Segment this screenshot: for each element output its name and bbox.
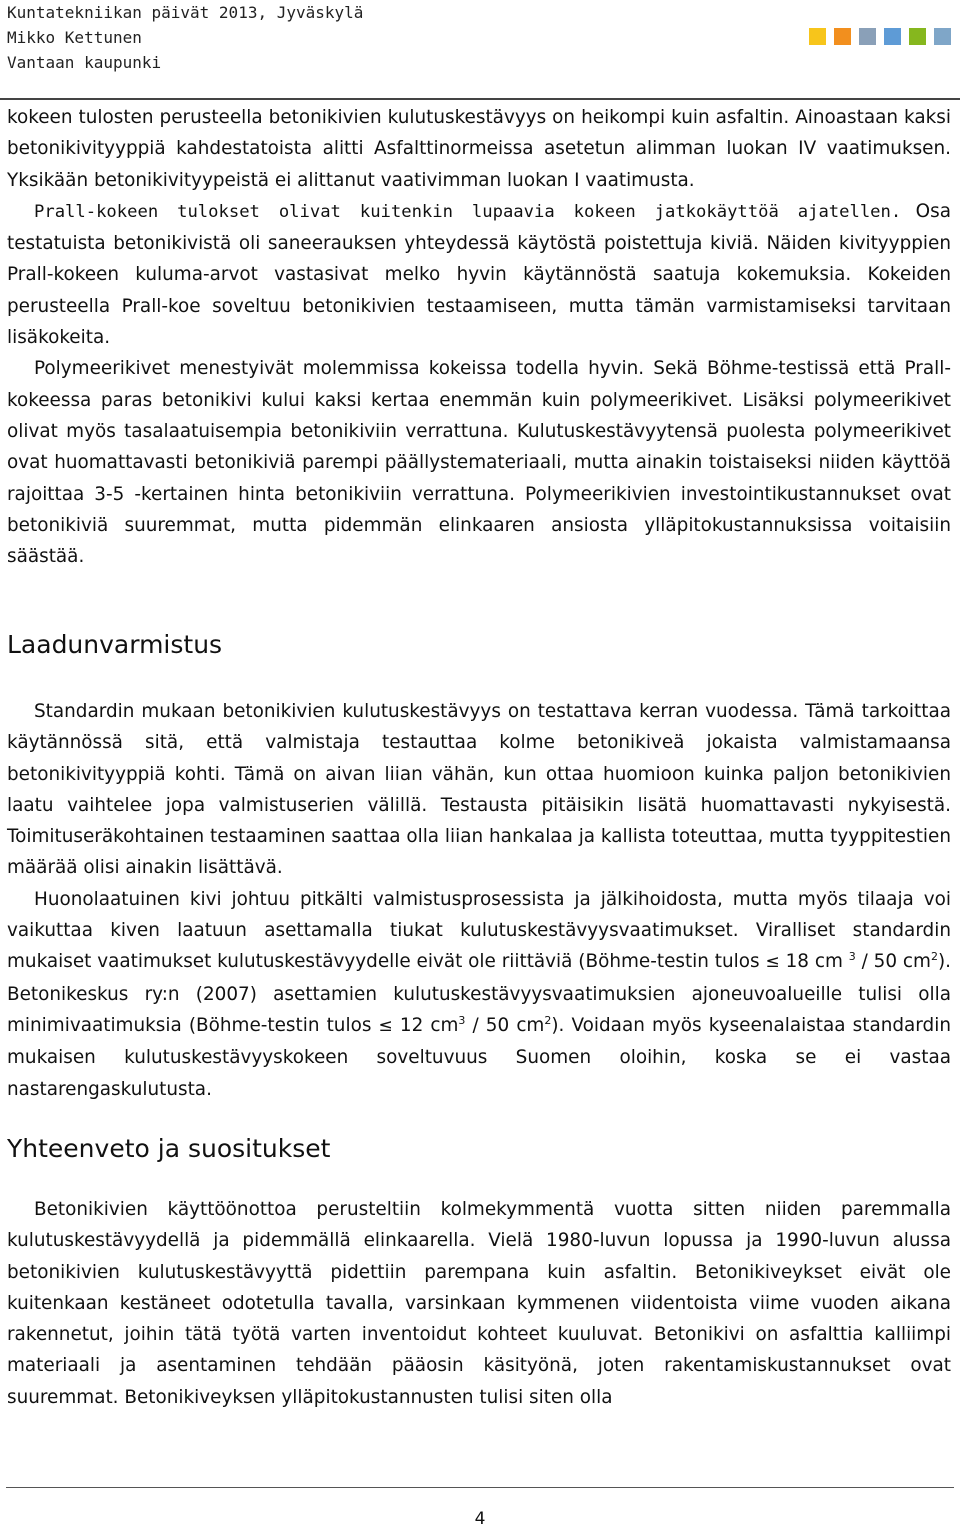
text-run: ). Voidaan myös kyseenalaistaa standardin mukaisen kulutuskestävyyskokeen soveltuvuus Suomen oloihin, koska se ei vastaa nastarengaskulutusta. [7, 1014, 951, 1100]
logo-square-6 [934, 28, 951, 45]
footer-divider [6, 1487, 954, 1488]
section-heading: Laadunvarmistus [7, 630, 223, 659]
logo-square-2 [834, 28, 851, 45]
less-equal-symbol: ≤ [765, 952, 780, 973]
text-run: / 50 cm [465, 1014, 545, 1036]
logo-square-5 [909, 28, 926, 45]
logo-square-1 [809, 28, 826, 45]
section-summary [7, 1194, 951, 1413]
section-heading: Yhteenveto ja suositukset [7, 1134, 331, 1163]
paragraph: Betonikivien käyttöönottoa perusteltiin kolmekymmentä vuotta sitten niiden paremmalla kulutuskestävyydellä ja pidemmällä elinkaarella. Vielä 1980-luvun lopussa ja 1990-luvun alussa betonikivien kulutuskestävyyttä pidettiin parempana kuin asfaltin. Betonikiveykset eivät ole kuitenkaan kestäneet odotetulla tavalla, varsinkaan kymmenen viidentoista viime vuoden aikana rakennetut, joihin tätä työtä varten inventoidut kohteet kuuluvat. Betonikivi on asfalttia kalliimpi materiaali ja asentaminen tehdään pääosin käsityönä, joten rakentamiskustannukset ovat suuremmat. Betonikiveyksen ylläpitokustannusten tulisi siten olla [7, 1199, 951, 1408]
page-number: 4 [474, 1509, 486, 1529]
logo-square-4 [884, 28, 901, 45]
text-run: 12 cm [392, 1014, 459, 1036]
less-equal-symbol: ≤ [378, 1015, 393, 1036]
header-divider [0, 98, 960, 100]
paragraph-lead: Prall-kokeen tulokset olivat kuitenkin lupaavia kokeen jatkokäyttöä ajatellen. [34, 201, 902, 222]
logo-squares [801, 28, 951, 45]
superscript: 3 [458, 1013, 466, 1027]
text-run: ). Betonikeskus ry:n (2007) asettamien kulutuskestävyysvaatimuksien ajoneuvoalueille tulisi olla minimivaatimuksia (Böhme-testin tulos [7, 951, 951, 1036]
text-run: Huonolaatuinen kivi johtuu pitkälti valmistusprosessista ja jälkihoidosta, mutta myös tilaaja voi vaikuttaa kiven laatuun asettamalla tiukat kulutuskestävyysvaatimukset. Viralliset standardin mukaiset vaatimukset kulutuskestävyydelle eivät ole riittäviä (Böhme-testin tulos [7, 888, 951, 973]
text-run: / 50 cm [855, 951, 931, 973]
logo-square-3 [859, 28, 876, 45]
section-results [7, 102, 951, 572]
superscript: 2 [930, 950, 938, 964]
paragraph-rest: Osa testatuista betonikivistä oli saneerauksen yhteydessä käytöstä poistettuja kiviä. Näiden kivityyppien Prall-kokeen kuluma-arvot vastasivat melko hyvin käytännöstä saatuja kokemuksia. Kokeiden perusteella Prall-koe soveltuu betonikivien testaamiseen, mutta tämän varmistamiseksi tarvitaan lisäkokeita. [7, 200, 951, 349]
superscript: 3 [848, 950, 856, 964]
superscript: 2 [544, 1013, 552, 1027]
author-name: Mikko Kettunen [7, 28, 142, 47]
paragraph: kokeen tulosten perusteella betonikivien kulutuskestävyys on heikompi kuin asfaltin. Ainoastaan kaksi betonikivityyppiä kahdestatoista alitti Asfalttinormeissa asetetun alimman luokan IV vaatimuksen. Yksikään betonikivityypeistä ei alittanut vaativimman luokan I vaatimusta. [7, 107, 951, 191]
paragraph [7, 884, 951, 1105]
paragraph: Standardin mukaan betonikivien kulutuskestävyys on testattava kerran vuodessa. Tämä tarkoittaa käytännössä sitä, että valmistaja testauttaa kolme betonikiveä jokaista valmistamaansa betonikivityyppiä kohti. Tämä on aivan liian vähän, kun ottaa huomioon kuinka paljon betonikivien laatu vaihtelee jopa valmistuserien välillä. Testausta pitäisikin lisätä huomattavasti nykyisestä. Toimituseräkohtainen testaaminen saattaa olla liian hankalaa ja kallista toteuttaa, mutta tyyppitestien määrää olisi ainakin lisättävä. [7, 701, 951, 879]
conference-title: Kuntatekniikan päivät 2013, Jyväskylä [7, 3, 364, 22]
author-affiliation: Vantaan kaupunki [7, 53, 162, 72]
running-header [7, 0, 363, 75]
text-run: 18 cm [779, 951, 843, 973]
section-quality-assurance [7, 696, 951, 1105]
paragraph: Polymeerikivet menestyivät molemmissa kokeissa todella hyvin. Sekä Böhme-testissä että Prall-kokeessa paras betonikivi kului kaksi kertaa enemmän kuin polymeerikivet. Lisäksi polymeerikivet olivat myös tasalaatuisempia betonikiviin verrattuna. Kulutuskestävyytensä puolesta polymeerikivet ovat huomattavasti betonikiviä parempi päällystemateriaali, mutta ainakin toistaiseksi niiden käyttöä rajoittaa 3-5 -kertainen hinta betonikiviin verrattuna. Polymeerikivien investointikustannukset ovat betonikiviä suuremmat, mutta pidemmän elinkaaren ansiosta ylläpitokustannuksissa voitaisiin säästää. [7, 358, 951, 568]
paragraph [7, 196, 951, 353]
